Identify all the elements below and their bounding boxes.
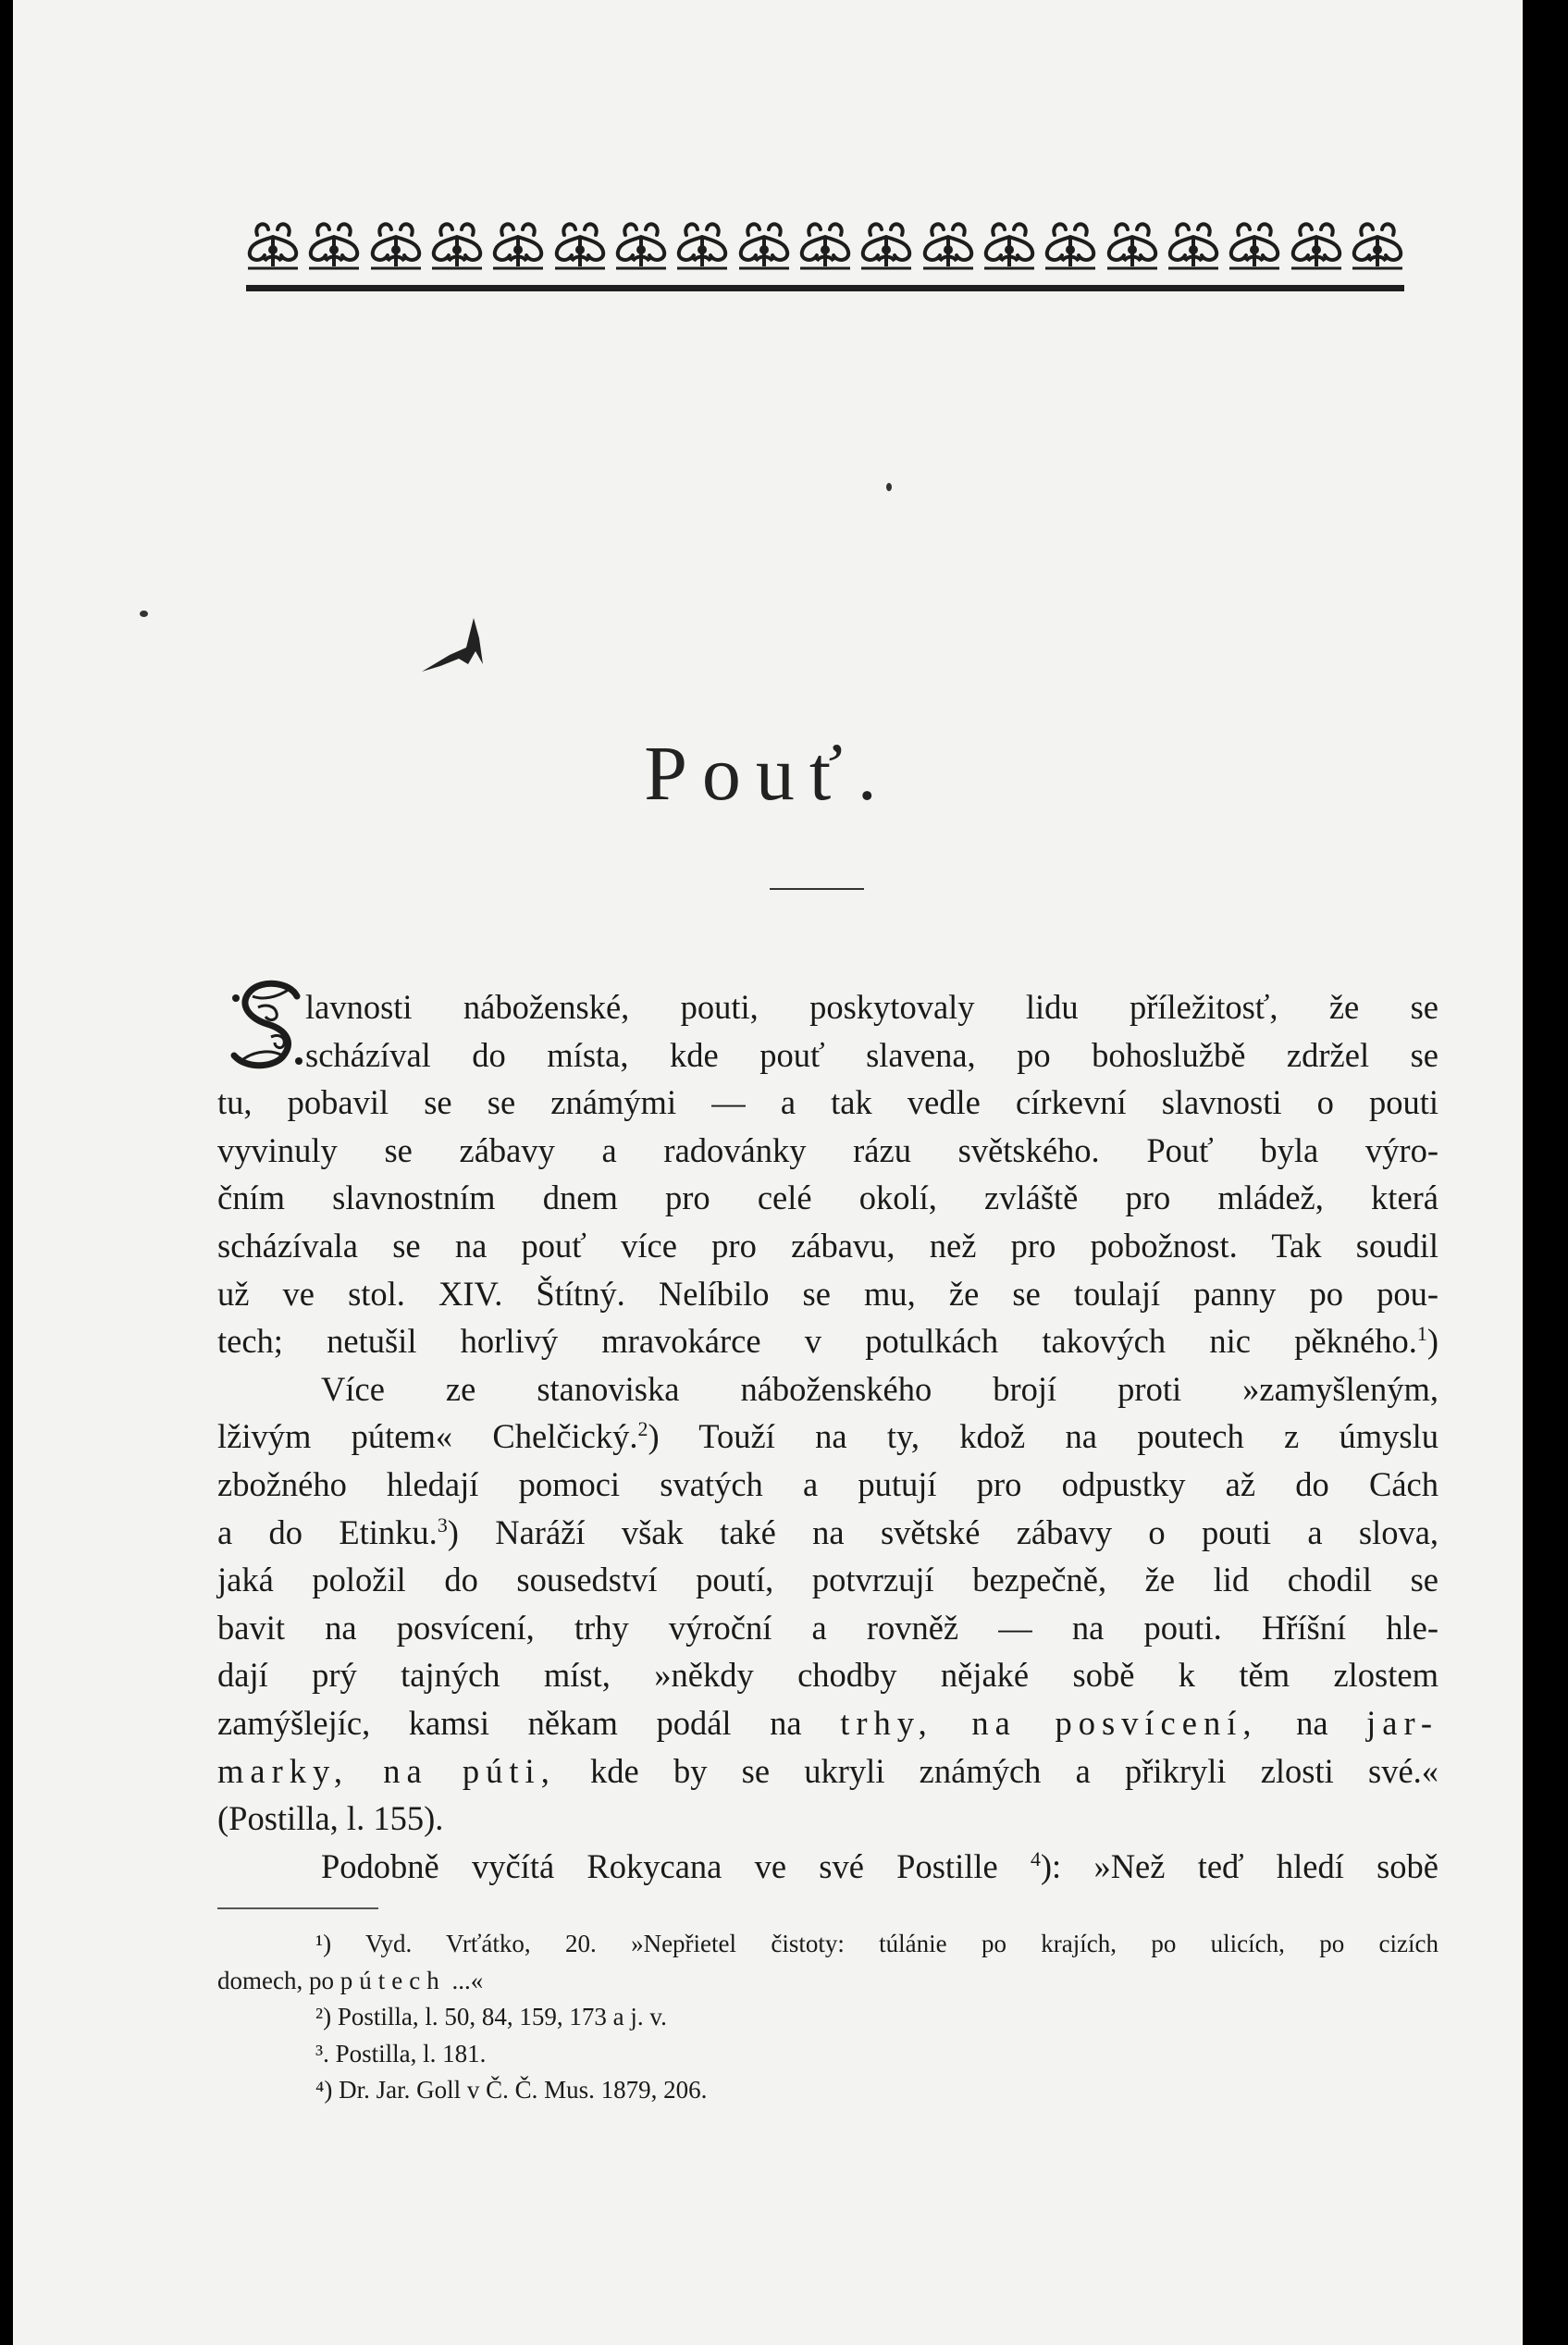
footnote-text: Postilla, l. 181. [335,2039,487,2067]
ornament-fleuron [1228,215,1281,272]
body-line-text: zamýšlejíc, kamsi někam podál na [217,1703,802,1742]
header-ornament-band [246,215,1404,272]
footnote [217,2036,1438,2073]
body-line: čním slavnostním dnem pro celé okolí, zvláště pro mládež, která [217,1179,1438,1217]
footnote [217,1926,1438,1963]
print-speck [140,611,148,617]
footnote [217,2072,1438,2109]
body-line: bavit na posvícení, trhy výroční a rovněž — na pouti. Hříšní hle- [217,1608,1438,1647]
footnotes [217,1926,1438,2109]
body-line: (Postilla, l. 155). [217,1799,444,1838]
header-ornament-rule [246,285,1404,291]
ornament-fleuron [1105,215,1159,272]
body-line: tech; netušil horlivý mravokárce v potulkách takových nic pěkného.$^1$) [217,1322,1438,1361]
spaced-word: na [383,1751,428,1790]
body-line-text: a do Etinku. [217,1512,438,1551]
body-line: scházívala se na pouť více pro zábavu, než pro pobožnost. Tak soudil [217,1226,1438,1265]
ornament-fleuron [675,215,729,272]
ornament-fleuron [1043,215,1097,272]
footnote-mark: 1 [1416,1322,1427,1345]
body-line-text: Naráží však také na světské zábavy o pouti a slova, [495,1512,1439,1551]
ornament-fleuron [491,215,545,272]
spaced-word: marky, [217,1751,350,1790]
ornament-fleuron [1351,215,1404,272]
body-line: tu, pobavil se se známými — a tak vedle církevní slavnosti o pouti [217,1083,1438,1122]
body-line: lavnosti náboženské, pouti, poskytovaly lidu příležitosť, že se [305,988,1438,1026]
body-line-text: kde by se ukryli známých a přikryli zlosti své.« [590,1751,1439,1790]
footnote-text: Postilla, l. 50, 84, 159, 173 a j. v. [337,2003,667,2030]
spaced-word: trhy, [840,1703,933,1742]
footnote-mark: 4 [1030,1846,1041,1870]
ornament-fleuron [1290,215,1343,272]
body-line: scházíval do místa, kde pouť slavena, po bohoslužbě zdržel se [305,1035,1438,1074]
body-line-text: tech; netušil horlivý mravokárce v potulkách takových nic pěkného. [217,1322,1417,1361]
ornament-fleuron [982,215,1036,272]
footnote-mark: 2 [637,1417,648,1441]
footnote-mark: ³. [315,2039,329,2067]
ink-blot-mark [394,611,487,685]
footnote-mark: ¹) [315,1930,332,1957]
ornament-fleuron [798,215,852,272]
body-line: už ve stol. XIV. Štítný. Nelíbilo se mu, že se toulají panny po pou- [217,1274,1438,1313]
body-line: vyvinuly se zábavy a radovánky rázu světského. Pouť byla výro- [217,1130,1438,1169]
footnote [217,1963,1438,2000]
ornament-fleuron [737,215,791,272]
footnote-mark: 3 [437,1512,448,1537]
spaced-word: na [971,1703,1017,1742]
footnote [217,1999,1438,2036]
body-line: jaká položil do sousedství poutí, potvrzují bezpečně, že lid chodil se [217,1561,1438,1599]
dropcap-s-ornament [225,976,308,1080]
ornament-fleuron [553,215,607,272]
print-speck [886,483,892,491]
ornament-fleuron [1167,215,1220,272]
ornament-fleuron [369,215,423,272]
body-line-text: na [1296,1703,1328,1742]
body-line-text: ): »Než teď hledí sobě [1040,1846,1438,1885]
footnote-rule [217,1907,378,1909]
title-rule [770,888,864,890]
body-line: zbožného hledají pomoci svatých a putují pro odpustky až do Cách [217,1464,1438,1503]
footnote-text: Dr. Jar. Goll v Č. Č. Mus. 1879, 206. [339,2076,708,2104]
spaced-word: jar- [1366,1703,1439,1742]
footnote-text: ...« [451,1966,484,1994]
spaced-word: púti, [462,1751,556,1790]
footnote-mark: ²) [315,2003,332,2030]
body-line: Více ze stanoviska náboženského brojí proti »zamyšleným, [321,1369,1438,1408]
ornament-fleuron [307,215,361,272]
ornament-fleuron [614,215,668,272]
body-line-text: Touží na ty, kdož na poutech z úmyslu [698,1417,1438,1456]
footnote-mark: ⁴) [315,2076,333,2104]
body-line [217,1699,1438,1747]
body-line: dají prý tajných míst, »někdy chodby nějaké sobě k těm zlostem [217,1656,1438,1695]
body-line [217,1747,1438,1796]
body-line-text: lživým pútem« Chelčický. [217,1417,638,1456]
footnote-text: domech, po [217,1966,334,1994]
body-line [217,1843,1438,1891]
ornament-fleuron [859,215,913,272]
body-line: a do Etinku.$^3$) Naráží však také na světské zábavy o pouti a slova, [217,1512,1439,1551]
ornament-fleuron [246,215,300,272]
body-line-text: Podobně vyčítá Rokycana ve své Postille [321,1846,998,1885]
ornament-fleuron [921,215,975,272]
body-line: lživým pútem« Chelčický.$^2$) Touží na ty, kdož na poutech z úmyslu [217,1417,1438,1456]
chapter-title: Pouť. [644,731,892,817]
spaced-word: pútech [340,1966,446,1994]
book-page [13,0,1523,2345]
footnote-text: Vyd. Vrťátko, 20. »Nepřietel čistoty: túlánie po krajích, po ulicích, po cizích [364,1930,1438,1957]
body-text [217,983,1438,1890]
spaced-word: posvícení, [1055,1703,1258,1742]
ornament-fleuron [430,215,484,272]
